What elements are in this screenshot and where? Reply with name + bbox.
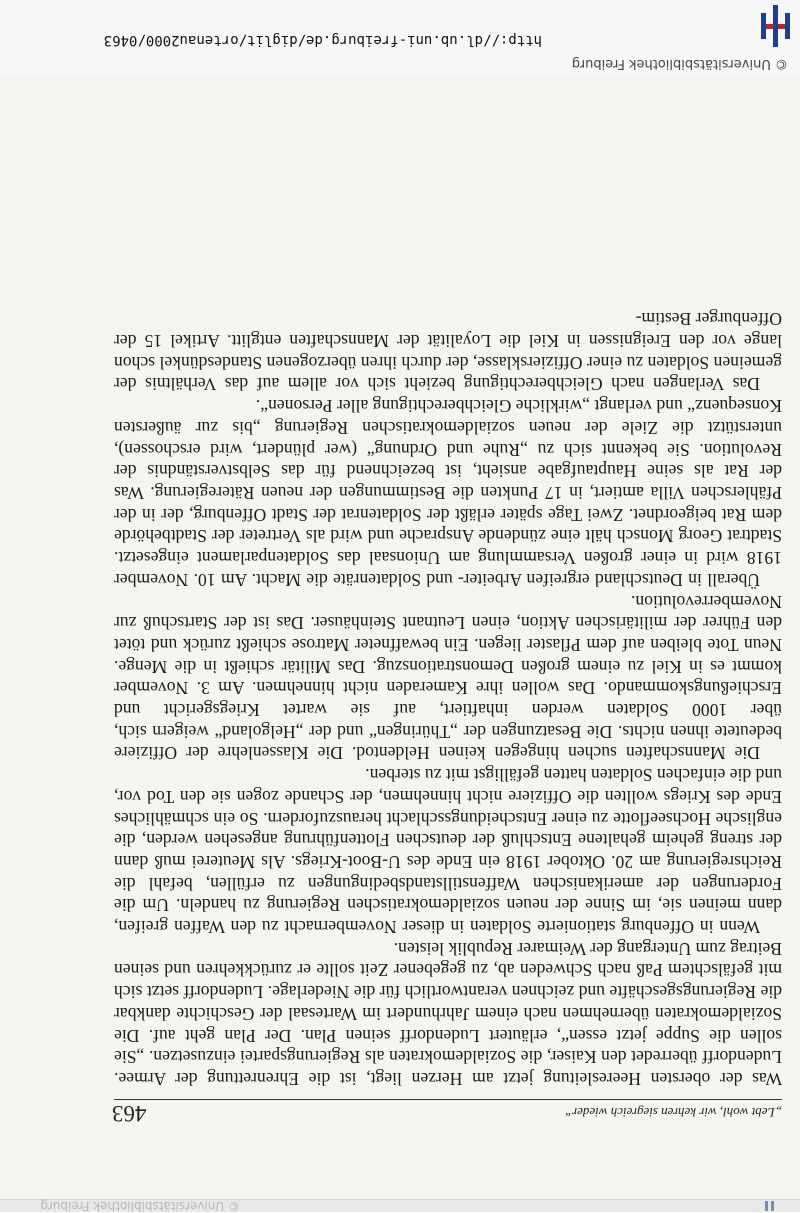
page-number: 463 — [112, 1101, 147, 1126]
viewer-footer — [0, 0, 800, 75]
faint-copyright-text: © Universitätsbibliothek Freiburg — [40, 1199, 240, 1213]
paragraph: Überall in Deutschland ergreifen Arbeiter- und Soldatenräte die Macht. Am 10. November 1918 wird in einer großen Versammlung am Unionsaal das Soldatenparlament eingesetzt. Stadtrat Georg Monsch hält eine zündende Ansprache und wird als Vertreter der Stadtbehörde dem Rat beigeordnet. Zwei Tage später erläßt der Soldatenrat der Stadt Offenburg, der in der Pfählerschen Villa amtiert, in 17 Punkten die Bestimmungen der neuen Räteregierung. Was der Rat als seine Hauptaufgabe ansieht, ist bezeichnend für das Selbstverständnis der Revolution. Sie bekennt sich zu „Ruhe und Ordnung“ (wer plündert, wird erschossen), unterstützt die Ziele der neuen sozialdemokratischen Regierung „bis zur äußersten Konsequenz“ und verlangt „wirkliche Gleichberechtigung aller Personen“. — [114, 396, 782, 590]
running-head: „Lebt wohl, wir kehren siegreich wieder“ — [564, 1105, 782, 1120]
paragraph: Wenn in Offenburg stationierte Soldaten in dieser Novembernacht zu den Waffen greifen, dann meinen sie, im Sinne der neuen sozialdemokratischen Regierung zu handeln. Um die Forderungen der amerikanischen Waffenstillstandsbedingungen zu erfüllen, befahl die Reichsregierung am 20. Oktober 1918 ein Ende des U-Boot-Kriegs. Als Meuterei muß dann der streng geheim gehaltene Entschluß der deutschen Flottenführung angesehen werden, die englische Hochseeflotte zu einer Entscheidungsschlacht herauszufordern. So ein schmähliches Ende des Kriegs wollten die Offiziere nicht hinnehmen, der Schande zogen sie den Tod vor, und die einfachen Soldaten hatten gefälligst mit zu sterben. — [114, 765, 782, 938]
paragraph: Die Mannschaften suchen hingegen keinen Heldentod. Die Klassenlehre der Offiziere bedeutete ihnen nichts. Die Besatzungen der „Thüringen“ und der „Helgoland“ weigern sich, über 1000 Soldaten werden inhaftiert, auf sie wartet Kriegsgericht und Erschießungskommando. Das wollen ihre Kameraden nicht hinnehmen. Am 3. November kommt es in Kiel zu einem großen Demonstrationszug. Das Militär schießt in die Menge. Neun Tote bleiben auf dem Pflaster liegen. Ein bewaffneter Matrose schießt zurück und tötet den Führer der militärischen Aktion, einen Leutnant Steinhäuser. Das ist der Startschuß zur Novemberrevolution. — [114, 591, 782, 764]
faint-library-logo-icon — [762, 1201, 776, 1211]
header-rule — [114, 1099, 782, 1100]
footer-copyright: © Universitätsbibliothek Freiburg — [571, 56, 788, 71]
paragraph: Was der obersten Heeresleitung jetzt am Herzen liegt, ist die Ehrenrettung der Armee. Ludendorff überredet den Kaiser, die Sozialdemokraten als Regierungspartei einzusetzen. „Sie sollen die Suppe jetzt essen“, erläutert Ludendorff seinen Plan. Der Plan geht auf. Die Sozialdemokraten übernehmen nach einem Jahrhundert im Wartesaal der Geschichte dankbar die Regierungsgeschäfte und zeichnen verantwortlich für die Niederlage. Ludendorff setzt sich mit gefälschtem Paß nach Schweden ab, zu gegebener Zeit sollte er zurückkehren und seinen Beitrag zum Untergang der Weimarer Republik leisten. — [114, 938, 782, 1089]
paragraph: Das Verlangen nach Gleichberechtigung bezieht sich vor allem auf das Verhältnis der gemeinen Soldaten zu einer Offiziersklasse, der durch ihren überzogenen Standesdünkel schon lange vor den Ereignissen in Kiel die Loyalität der Mannschaften entglitt. Artikel 15 der Offenburger Bestim- — [114, 309, 782, 395]
library-logo-icon — [756, 5, 794, 47]
page-url-link[interactable]: http://dl.ub.uni-freiburg.de/diglit/ortenau2000/0463 — [103, 32, 542, 48]
page-body-text — [114, 308, 782, 1089]
